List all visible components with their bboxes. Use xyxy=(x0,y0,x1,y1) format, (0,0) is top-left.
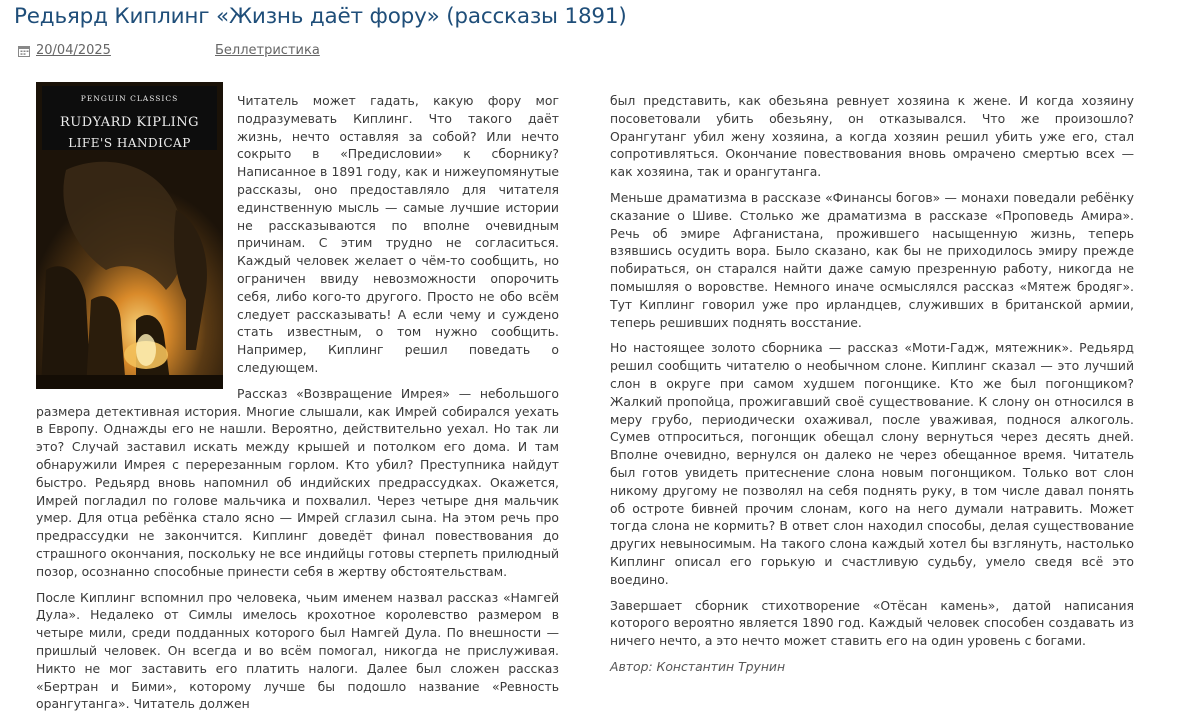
cover-publisher: PENGUIN CLASSICS xyxy=(80,94,179,103)
paragraph: Завершает сборник стихотворение «Отёсан камень», датой написания которого вероятно является 1890 год. Каждый человек способен создавать из ничего нечто, а это нечто может ставить его на один уровень с богами. xyxy=(610,597,1134,649)
article-column-left xyxy=(36,92,559,721)
calendar-icon xyxy=(18,45,30,57)
cover-author: RUDYARD KIPLING xyxy=(59,114,200,130)
category-link[interactable]: Беллетристика xyxy=(215,43,320,58)
article-column-right xyxy=(610,92,1134,684)
cover-book-title: LIFE'S HANDICAP xyxy=(68,135,191,150)
author-signature: Автор: Константин Трунин xyxy=(610,658,786,674)
paragraph: Но настоящее золото сборника — рассказ «Моти-Гадж, мятежник». Редьярд решил сообщить читателю о необычном слоне. Киплинг сказал — это лучший слон в округе при самом худшем погонщике. Кто же был погонщиком? Жалкий пропойца, прожигавший своё существование. К слону он относился в меру грубо, периодически охаживал, после уваживая, поднося алкоголь. Сумев отпроситься, погонщик обещал слону вернуться через десять дней. Вполне очевидно, вернулся он далеко не через обещанное время. Читатель был готов увидеть притеснение слона новым погонщиком. Только вот слон никому другому не позволял на себя поднять руку, в том числе давал понять об остроте бивней прочим слонам, кого на него думали натравить. Может тогда слона не кормить? В ответ слон находил способы, делая существование других невыносимым. На такого слона каждый хотел бы взглянуть, настолько Киплинг описал его горькую и счастливую судьбу, умело сведя всё это воедино. xyxy=(610,340,1134,587)
post-meta xyxy=(18,43,320,58)
page-title: Редьярд Киплинг «Жизнь даёт фору» (рассказы 1891) xyxy=(14,4,627,29)
paragraph: Меньше драматизма в рассказе «Финансы богов» — монахи поведали ребёнку сказание о Шиве. Столько же драматизма в рассказе «Проповедь Амира». Речь об эмире Афганистана, прожившего насыщенную жизнь, теперь взявшись осудить вора. Было сказано, как бы не приходилось эмиру прежде побираться, он старался найти даже самую презренную работу, никогда не помышляя о воровстве. Немного иначе осмыслялся рассказ «Мятеж бродяг». Тут Киплинг говорил уже про ирландцев, служивших в британской армии, теперь решивших поднять восстание. xyxy=(610,189,1134,330)
paragraph: Рассказ «Возвращение Имрея» — небольшого размера детективная история. Многие слышали, как Имрей собирался уехать в Европу. Однажды его не нашли. Вероятно, действительно уехал. Но так ли это? Случай заставил искать между крышей и потолком его дома. И там обнаружили Имрея с перерезанным горлом. Кто убил? Преступника найдут быстро. Редьярд вновь напомнил об индийских предрассудках. Окажется, Имрей погладил по голове мальчика и похвалил. Через четыре дня мальчик умер. Для отца ребёнка стало ясно — Имрей сглазил сына. На этом речь про предрассудки не закончится. Киплинг доведёт финал повествования до страшного окончания, поскольку не все индийцы готовы стерпеть прилюдный позор, осознанно способные принести себя в жертву обстоятельствам. xyxy=(36,385,559,579)
paragraph: Читатель может гадать, какую фору мог подразумевать Киплинг. Что такого даёт жизнь, нечто оставляя за собой? Или нечто сокрыто в «Предисловии» к сборнику? Написанное в 1891 году, как и нижеупомянутые рассказы, оно предоставляло для читателя единственную мысль — самые лучшие истории не рассказываются по вполне очевидным причинам. С этим трудно не согласиться. Каждый человек желает о чём-то сообщить, но ограничен ввиду невозможности опорочить себя, либо кого-то другого. Просто не обо всём следует рассказывать! А если чему и суждено стать известным, о том нужно сообщить. Например, Киплинг решил поведать о следующем. xyxy=(237,93,559,375)
cover-illustration xyxy=(36,150,223,389)
book-cover-image xyxy=(36,82,223,389)
paragraph: был представить, как обезьяна ревнует хозяина к жене. И когда хозяину посоветовали убить обезьяну, он отказывался. Что же произошло? Орангутанг убил жену хозяина, а когда хозяин решил убить уже его, стал сопротивляться. Окончание повествования вновь омрачено смертью всех — как хозяина, так и орангутанга. xyxy=(610,93,1134,180)
post-date-link[interactable]: 20/04/2025 xyxy=(36,43,111,58)
cover-title-band xyxy=(42,86,217,150)
paragraph: После Киплинг вспомнил про человека, чьим именем назвал рассказ «Намгей Дула». Недалеко от Симлы имелось крохотное королевство размером в четыре мили, среди подданных которого был Намгей Дула. По внешности — пришлый человек. Он всегда и во всём помогал, никогда не прислуживая. Никто не мог заставить его платить налоги. Далее был сложен рассказ «Бертран и Бими», которому лучше бы подошло название «Ревность орангутанга». Читатель должен xyxy=(36,589,559,712)
